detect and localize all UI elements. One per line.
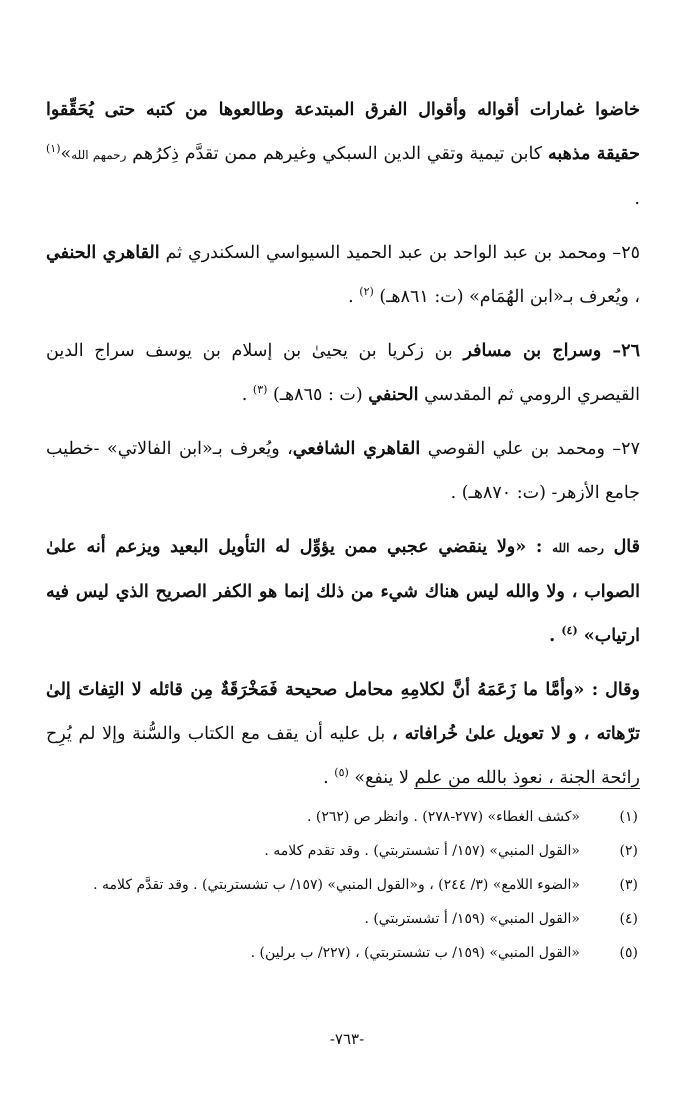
intro-closing: » xyxy=(60,144,72,164)
intro-text: كابن تيمية وتقي الدين السبكي وغيرهم ممن تقدَّم ذِكرُهم xyxy=(132,144,548,164)
intro-bold-text: خاضوا غمارات أقواله وأقوال الفرق المبتدعة وطالعوها من كتبه حتى يُحَقِّقوا حقيقة مذهبه xyxy=(46,100,640,164)
footnote-number: (٢) xyxy=(619,843,638,859)
footnote-ref[interactable]: (٣) xyxy=(252,383,268,397)
footnote-number: (١) xyxy=(619,809,638,825)
item-number: ٢٦ xyxy=(621,341,640,361)
footnote-item xyxy=(46,834,640,868)
footnote-ref[interactable]: (٥) xyxy=(334,766,349,780)
qal2-end: . xyxy=(323,768,329,788)
paragraph-intro xyxy=(46,88,640,221)
p26-bold-text2: الحنفي xyxy=(368,385,419,405)
qal1-end: . xyxy=(549,626,556,646)
footnote-text: «كشف الغطاء» (٢٧٧-٢٧٨) . وانظر ص (٢٦٢) . xyxy=(306,809,580,825)
qal2-bold-text: : «وأمَّا ما زَعَمَهُ أنَّ لكلامِهِ محامل صحيحة فَمَخْرَقَةٌ مِن قائله لا التِفاتَ إلىٰ ترّهاته ، و لا تعويل علىٰ خُرافاته ، xyxy=(46,680,640,744)
paragraph-26 xyxy=(46,329,640,417)
footnote-item xyxy=(46,902,640,936)
paragraph-27 xyxy=(46,427,640,515)
qal-lead: قال xyxy=(613,537,641,557)
honorific-glyph: رحمهم الله xyxy=(71,148,127,162)
p25-bold-text: القاهري الحنفي xyxy=(46,243,160,263)
footnote-item xyxy=(46,936,640,970)
page-number: -٧٦٣- xyxy=(329,1030,365,1048)
p25-text2: ، ويُعرف بـ«ابن الهُمَام» (ت: ٨٦١هـ) xyxy=(379,287,640,307)
intro-end: . xyxy=(634,189,640,209)
footnote-ref[interactable]: (٢) xyxy=(359,285,374,299)
footnote-text: «القول المنبي» (١٥٩/ ب تشستربتي) ، (٢٢٧/ ب برلين) . xyxy=(250,945,580,961)
footnote-number: (٣) xyxy=(619,877,638,893)
p27-text2: ، ويُعرف بـ«ابن الفالاتي» -خطيب جامع الأزهر- (ت: ٨٧٠هـ) . xyxy=(46,439,640,503)
footnotes xyxy=(46,800,640,970)
p25-end: . xyxy=(348,287,354,307)
p27-text: – ومحمد بن علي القوصي xyxy=(427,439,622,459)
footnote-item xyxy=(46,800,640,834)
qal1-text: : «ولا ينقضي عجبي ممن يؤوِّل له التأويل البعيد ويزعم أنه علىٰ الصواب ، ولا والله ليس هناك شيء من ذلك إنما هو الكفر الصريح الذي ليس فيه ارتياب» xyxy=(46,537,640,646)
footnote-text: «القول المنبي» (١٥٧/ أ تشستربتي) . وقد تقدم كلامه . xyxy=(264,843,580,859)
paragraph-25 xyxy=(46,231,640,319)
item-number: ٢٧ xyxy=(621,439,640,459)
footnote-item xyxy=(46,868,640,902)
paragraph-qal-2 xyxy=(46,668,640,800)
footnote-text: «القول المنبي» (١٥٩/ أ تشستربتي) . xyxy=(364,911,580,927)
item-number: ٢٥ xyxy=(621,243,640,263)
p27-bold-text: القاهري الشافعي xyxy=(292,439,421,459)
footnote-divider xyxy=(414,788,640,789)
p26-text: بن زكريا بن يحيىٰ بن إسلام بن يوسف سراج الدين القيصري الرومي ثم المقدسي xyxy=(46,341,640,405)
p26-text2: (ت : ٨٦٥هـ) xyxy=(272,385,363,405)
footnote-text: «الضوء اللامع» (٣/ ٢٤٤) ، و«القول المنبي» (١٥٧/ ب تشستربتي) . وقد تقدَّم كلامه . xyxy=(93,877,580,893)
footnote-ref[interactable]: (٤) xyxy=(561,624,578,638)
footnote-number: (٥) xyxy=(619,945,638,961)
qal2-lead: وقال xyxy=(605,680,640,700)
footnote-number: (٤) xyxy=(619,911,638,927)
p26-end: . xyxy=(241,385,248,405)
p25-text: – ومحمد بن عبد الواحد بن عبد الحميد السيواسي السكندري ثم xyxy=(165,243,622,263)
qal2-text: بل عليه أن يقف مع الكتاب والسُّنة وإلا لم يُرِح رائحة الجنة ، نعوذ بالله من علم لا ينفع» xyxy=(46,724,640,788)
honorific-glyph: رحمه الله xyxy=(552,541,604,555)
footnote-ref[interactable]: (١) xyxy=(46,142,61,156)
p26-bold-text: – وسراج بن مسافر xyxy=(463,341,622,361)
paragraph-qal-1 xyxy=(46,525,640,658)
